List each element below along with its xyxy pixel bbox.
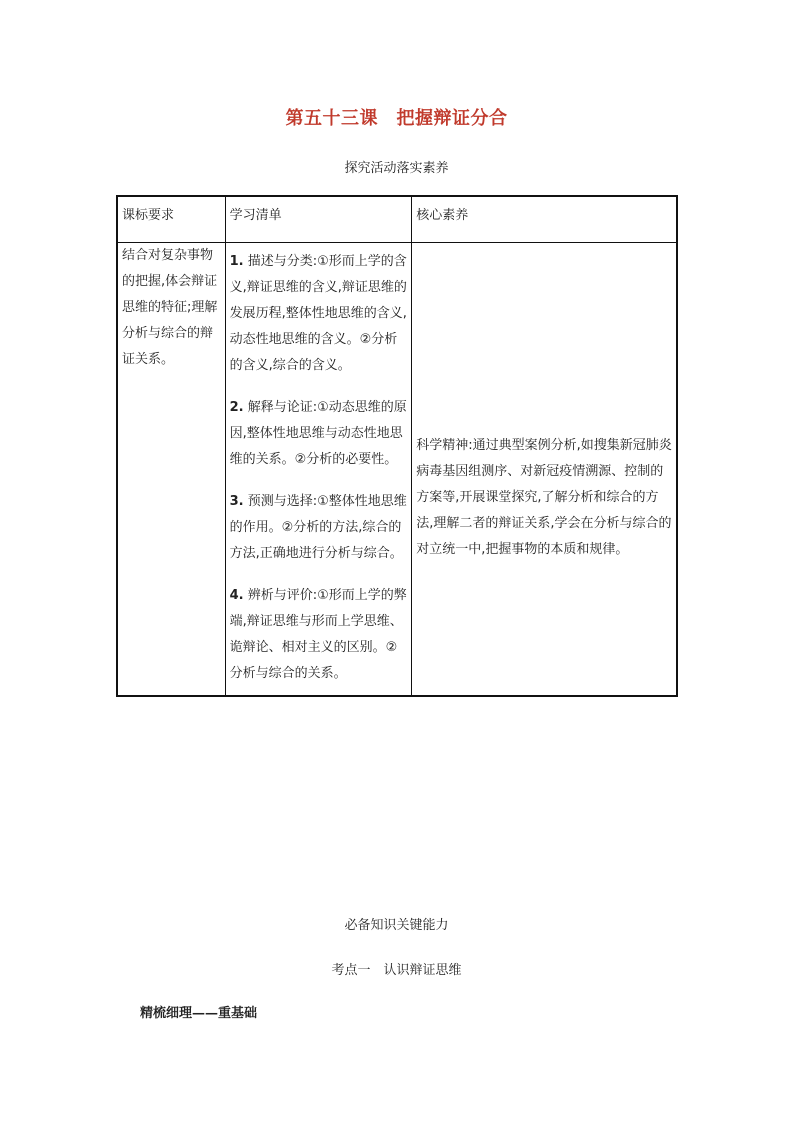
checklist-item-4: [230, 583, 410, 687]
section-heading-activity: 探究活动落实素养: [344, 161, 449, 176]
core-literacy-cell: [412, 242, 677, 696]
item-number: 4.: [229, 587, 244, 603]
header-core-literacy: 核心素养: [412, 196, 677, 242]
item-number: 3.: [229, 493, 244, 509]
curriculum-table: [116, 195, 678, 697]
header-checklist: 学习清单: [225, 196, 412, 242]
lesson-title: 第五十三课 把握辩证分合: [285, 108, 508, 129]
table-header-row: [117, 196, 677, 242]
table-row: [117, 242, 677, 696]
section-heading-topic: 考点一 认识辩证思维: [331, 963, 462, 978]
core-literacy-text: 科学精神:通过典型案例分析,如搜集新冠肺炎病毒基因组测序、对新冠疫情溯源、控制的方案等,开展课堂探究,了解分析和综合的方法,理解二者的辩证关系,学会在分析与综合的对立统一中,把握事物的本质和规律。: [416, 437, 672, 557]
item-text: 描述与分类:①形而上学的含义,辩证思维的含义,辩证思维的发展历程,整体性地思维的含义,动态性地思维的含义。②分析的含义,综合的含义。: [229, 253, 407, 373]
header-requirement: 课标要求: [117, 196, 225, 242]
checklist-cell: [225, 242, 412, 696]
subheading-basics: 精梳细理——重基础: [140, 1006, 258, 1021]
item-number: 1.: [229, 253, 244, 269]
section-heading-knowledge: 必备知识关键能力: [344, 918, 449, 933]
item-text: 预测与选择:①整体性地思维的作用。②分析的方法,综合的方法,正确地进行分析与综合。: [229, 493, 407, 561]
requirement-cell: 结合对复杂事物的把握,体会辩证思维的特征;理解分析与综合的辩证关系。: [117, 242, 225, 696]
item-number: 2.: [229, 399, 244, 415]
checklist-item-2: [230, 395, 410, 473]
item-text: 辨析与评价:①形而上学的弊端,辩证思维与形而上学思维、诡辩论、相对主义的区别。②分析与综合的关系。: [229, 587, 407, 681]
checklist-item-3: [230, 489, 410, 567]
item-text: 解释与论证:①动态思维的原因,整体性地思维与动态性地思维的关系。②分析的必要性。: [229, 399, 407, 467]
checklist-item-1: [230, 249, 410, 379]
